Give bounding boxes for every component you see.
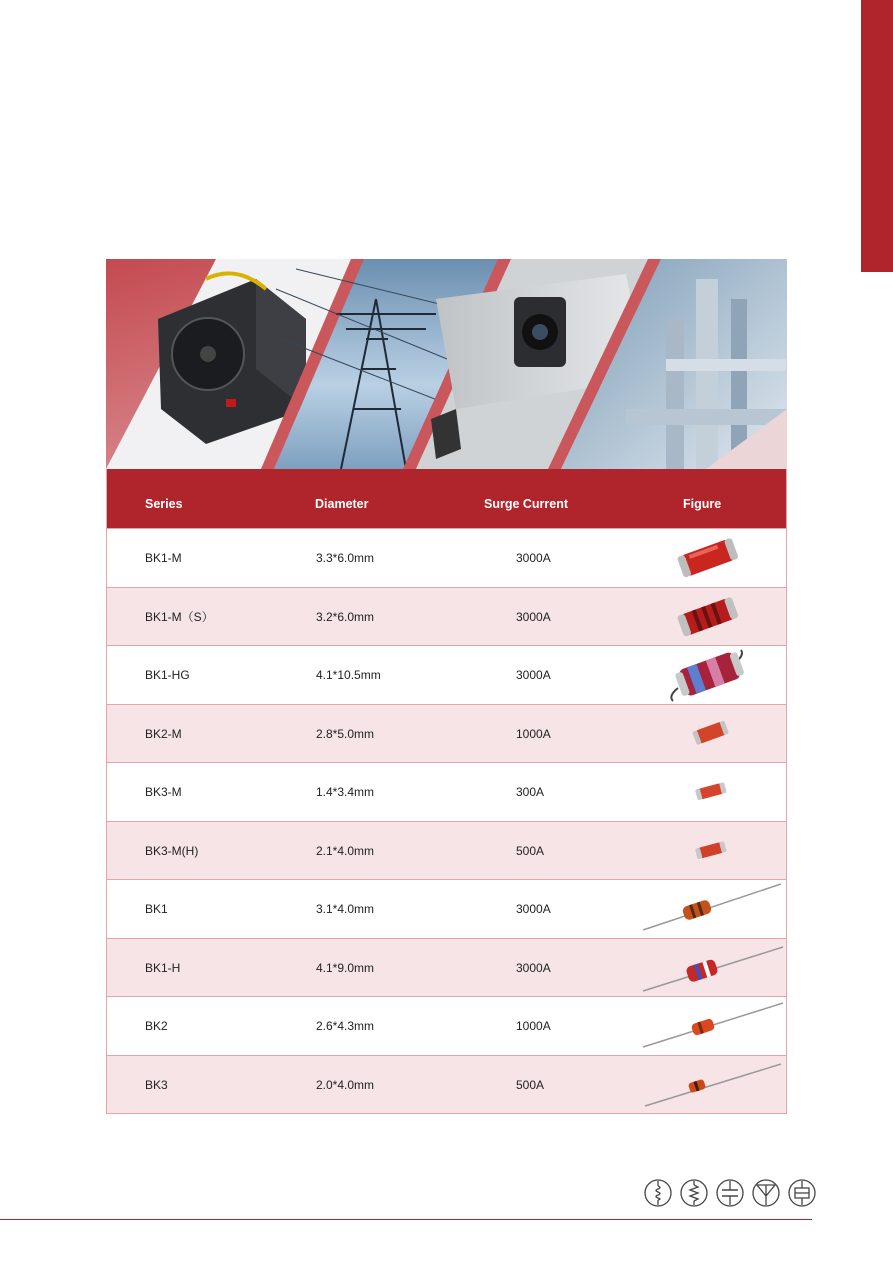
table-row [107,704,786,763]
component-figure [633,822,788,879]
header-figure: Figure [683,497,722,511]
fuse-symbol-icon [643,1178,673,1208]
component-figure [633,588,788,645]
cell-series: BK3 [145,1077,168,1092]
cell-surge-current: 1000A [516,726,551,741]
footer-rule [0,1219,812,1220]
cell-surge-current: 3000A [516,668,551,682]
cell-diameter: 3.2*6.0mm [316,609,375,624]
cell-surge-current: 500A [516,1077,545,1092]
component-figure [633,939,788,996]
cell-diameter: 2.0*4.0mm [316,1077,375,1092]
table-header [107,469,786,528]
component-figure [633,880,788,937]
cell-surge-current: 1000A [516,1019,551,1033]
table-row [107,821,786,880]
table-row [107,879,786,938]
cell-diameter: 3.3*6.0mm [316,551,375,565]
component-figure [633,705,788,762]
cell-surge-current: 500A [516,843,545,858]
capacitor-symbol-icon [715,1178,745,1208]
table-row [107,762,786,821]
cell-series: BK1-HG [145,668,190,682]
cell-diameter: 2.8*5.0mm [316,726,375,741]
cell-diameter: 2.6*4.3mm [316,1019,375,1033]
header-diameter: Diameter [315,497,369,511]
cell-surge-current: 3000A [516,551,551,565]
cell-series: BK3-M(H) [145,843,199,858]
gas-tube-symbol-icon [787,1178,817,1208]
cell-surge-current: 3000A [516,960,551,975]
cell-series: BK2 [145,1019,168,1033]
component-figure [633,646,788,703]
cell-surge-current: 3000A [516,609,551,624]
cell-diameter: 1.4*3.4mm [316,785,375,799]
component-figure [633,529,788,586]
cell-diameter: 4.1*9.0mm [316,960,375,975]
side-section-tab [861,0,893,272]
header-surge-current: Surge Current [484,497,569,511]
resistor-symbol-icon [679,1178,709,1208]
cell-diameter: 3.1*4.0mm [316,902,375,916]
header-series: Series [145,497,183,511]
table-row [107,938,786,997]
table-row [107,528,786,587]
application-banner [106,259,787,469]
cell-series: BK1-M（S） [145,609,214,624]
table-row [107,996,786,1055]
cell-surge-current: 300A [516,785,545,799]
cell-diameter: 4.1*10.5mm [316,668,381,682]
table-row [107,645,786,704]
cell-series: BK3-M [145,785,182,799]
table-row [107,587,786,646]
component-figure [633,997,788,1054]
table-row [107,1055,786,1114]
cell-diameter: 2.1*4.0mm [316,843,375,858]
antenna-symbol-icon [751,1178,781,1208]
cell-series: BK1 [145,902,168,916]
cell-series: BK1-M [145,551,182,565]
cell-series: BK1-H [145,960,181,975]
product-table [106,469,787,1114]
cell-series: BK2-M [145,726,182,741]
cell-surge-current: 3000A [516,902,551,916]
component-figure [633,1056,788,1113]
component-figure [633,763,788,820]
